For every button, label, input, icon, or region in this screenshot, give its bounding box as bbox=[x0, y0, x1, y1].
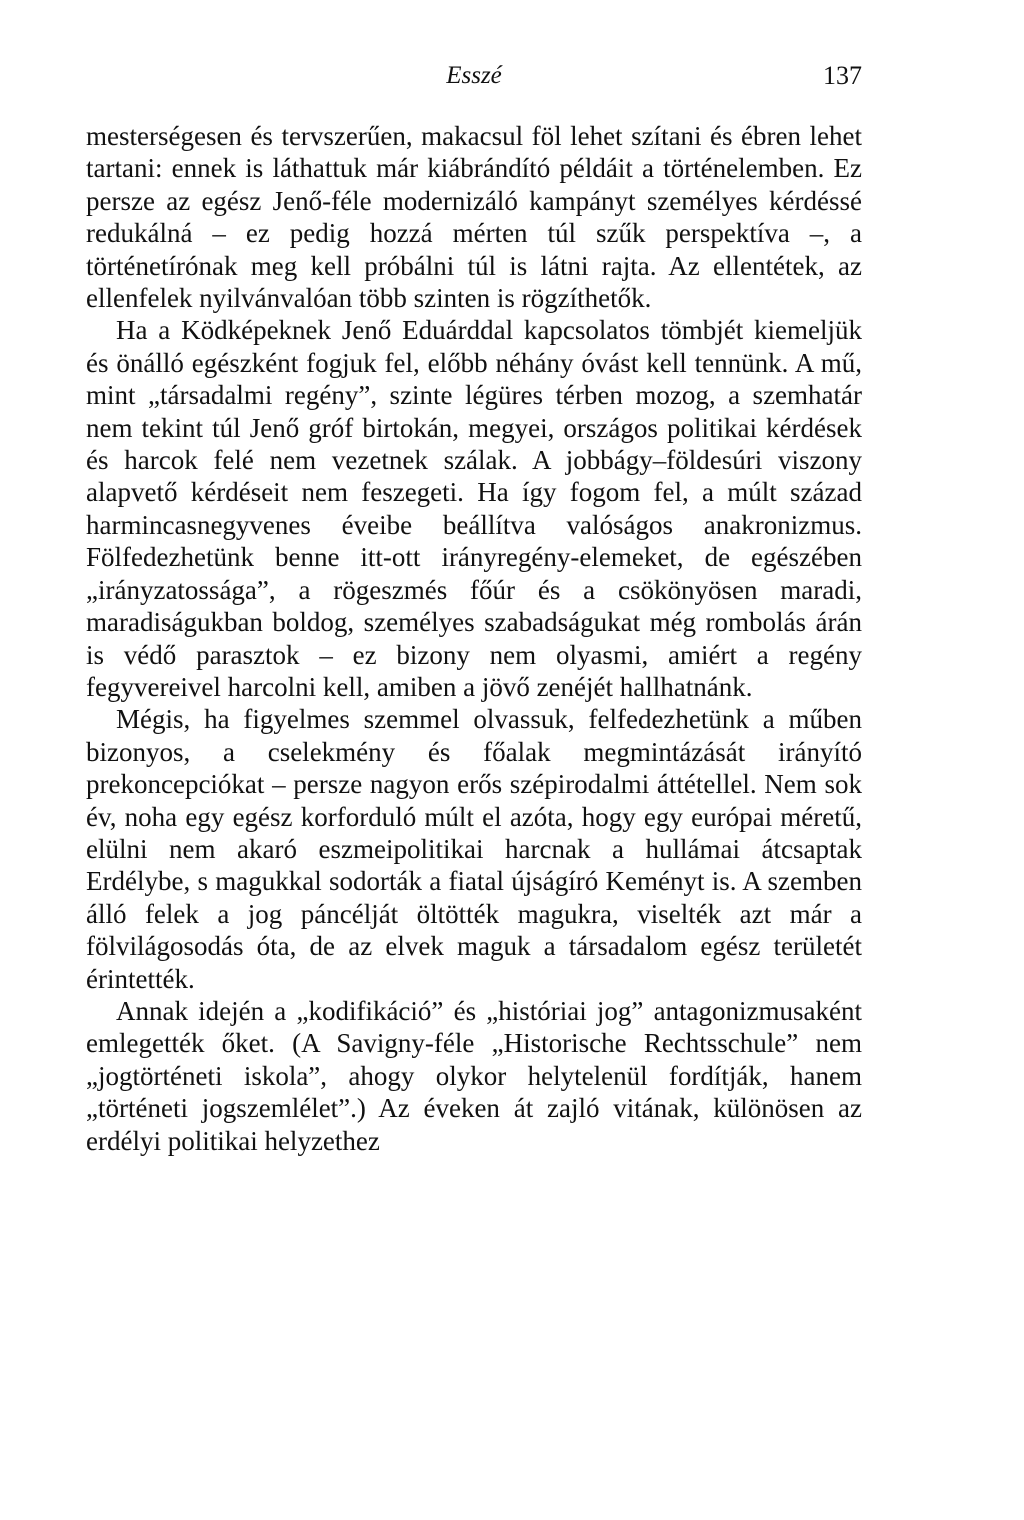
page-number: 137 bbox=[823, 61, 862, 90]
paragraph: Annak idején a „kodifikáció” és „históriai jog” antagonizmusaként emlegették őket. (A Savigny-féle „Historische Rechtsschule” nem „jogtörténeti iskola”, ahogy olykor helytelenül fordítják, hanem „történeti jogszemlélet”.) Az éveken át zajló vitának, különösen az erdélyi politikai helyzethez bbox=[86, 995, 862, 1156]
paragraph: Mégis, ha figyelmes szemmel olvassuk, felfedezhetünk a műben bizonyos, a cselekmény és főalak megmintázását irányító prekoncepciókat – persze nagyon erős szépirodalmi áttétellel. Nem sok év, noha egy egész korforduló múlt el azóta, hogy egy európai méretű, elülni nem akaró eszmeipolitikai harcnak a hullámai átcsaptak Erdélybe, s magukkal sodorták a fiatal újságíró Keményt is. A szemben álló felek a jog páncélját öltötték magukra, viselték azt már a fölvilágosodás óta, de az elvek maguk a társadalom egész területét érintették. bbox=[86, 704, 862, 994]
running-title: Esszé bbox=[446, 62, 502, 89]
body-text bbox=[86, 120, 862, 1157]
paragraph: Ha a Ködképeknek Jenő Eduárddal kapcsolatos tömbjét kiemeljük és önálló egészként fogjuk fel, előbb néhány óvást kell tennünk. A mű, mint „társadalmi regény”, szinte légüres térben mozog, a szemhatár nem tekint túl Jenő gróf birtokán, megyei, országos politikai kérdések és harcok felé nem vezetnek szálak. A jobbágy–földesúri viszony alapvető kérdéseit nem feszegeti. Ha így fogom fel, a múlt század harmincasnegyvenes éveibe beállítva valóságos anakronizmus. Fölfedezhetünk benne itt-ott irányregény-elemeket, de egészében „irányzatossága”, a rögeszmés főúr és a csökönyösen maradi, maradiságukban boldog, személyes szabadságukat még rombolás árán is védő parasztok – ez bizony nem olyasmi, amiért a regény fegyvereivel harcolni kell, amiben a jövő zenéjét hallhatnánk. bbox=[86, 315, 862, 702]
running-head bbox=[86, 60, 862, 92]
paragraph-continued: mesterségesen és tervszerűen, makacsul föl lehet szítani és ébren lehet tartani: ennek is láthattuk már kiábrándító példáit a történelemben. Ez persze az egész Jenő-féle modernizáló kampányt személyes kérdéssé redukálná – ez pedig hozzá mérten túl szűk perspektíva –, a történetírónak meg kell próbálni túl is látni rajta. Az ellentétek, az ellenfelek nyilvánvalóan több szinten is rögzíthetők. bbox=[86, 121, 862, 314]
